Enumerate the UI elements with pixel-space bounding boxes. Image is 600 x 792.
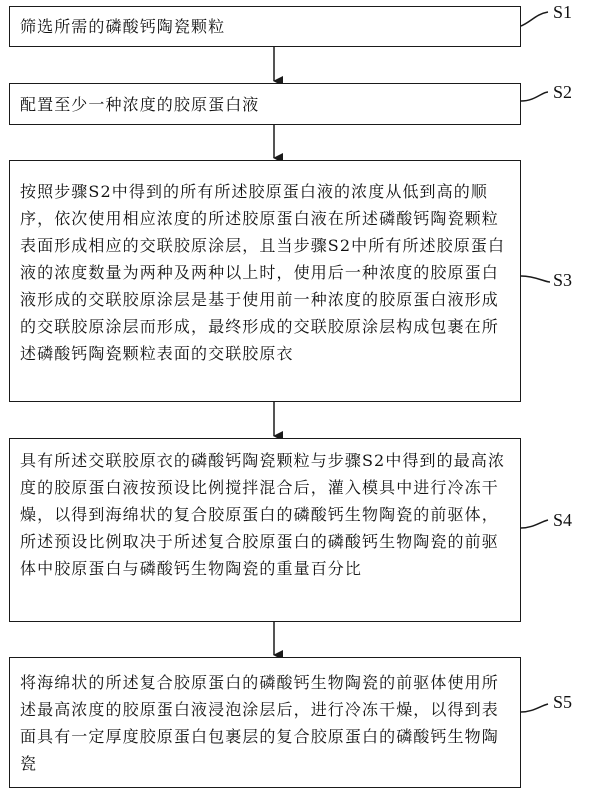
step-box-s2 <box>9 83 521 125</box>
leader-line-s5 <box>521 704 548 712</box>
step-box-s4 <box>9 438 521 622</box>
step-box-s5 <box>9 657 521 788</box>
step-label-s3: S3 <box>553 270 573 290</box>
step-text-s5: 将海绵状的所述复合胶原蛋白的磷酸钙生物陶瓷的前驱体使用所述最高浓度的胶原蛋白液浸泡涂层后，进行冷冻干燥，以得到表面具有一定厚度胶原蛋白包裹层的复合胶原蛋白的磷酸钙生物陶瓷 <box>20 673 499 773</box>
leader-line-s2 <box>521 92 548 101</box>
step-text-s4: 具有所述交联胶原衣的磷酸钙陶瓷颗粒与步骤S2中得到的最高浓度的胶原蛋白液按预设比例搅拌混合后，灌入模具中进行冷冻干燥，以得到海绵状的复合胶原蛋白的磷酸钙生物陶瓷的前驱体，所述预设比例取决于所述复合胶原蛋白的磷酸钙生物陶瓷的前驱体中胶原蛋白与磷酸钙生物陶瓷的重量百分比 <box>20 451 506 578</box>
leader-line-s3 <box>521 276 550 282</box>
step-box-s1 <box>9 6 521 47</box>
leader-line-s4 <box>521 520 548 528</box>
step-text-s3: 按照步骤S2中得到的所有所述胶原蛋白液的浓度从低到高的顺序，依次使用相应浓度的所述胶原蛋白液在所述磷酸钙陶瓷颗粒表面形成相应的交联胶原涂层，且当步骤S2中所有所述胶原蛋白液的浓度数量为两种及两种以上时，使用后一种浓度的胶原蛋白液形成的交联胶原涂层是基于使用前一种浓度的胶原蛋白液形成的交联胶原涂层而形成，最终形成的交联胶原涂层构成包裹在所述磷酸钙陶瓷颗粒表面的交联胶原衣 <box>20 182 506 363</box>
step-label-s4: S4 <box>553 510 573 530</box>
step-box-s3 <box>9 160 521 402</box>
step-label-s2: S2 <box>553 82 573 102</box>
step-label-s5: S5 <box>553 692 573 712</box>
step-label-s1: S1 <box>553 2 573 22</box>
leader-line-s1 <box>521 12 548 26</box>
step-text-s1: 筛选所需的磷酸钙陶瓷颗粒 <box>20 17 226 36</box>
step-text-s2: 配置至少一种浓度的胶原蛋白液 <box>20 95 260 114</box>
